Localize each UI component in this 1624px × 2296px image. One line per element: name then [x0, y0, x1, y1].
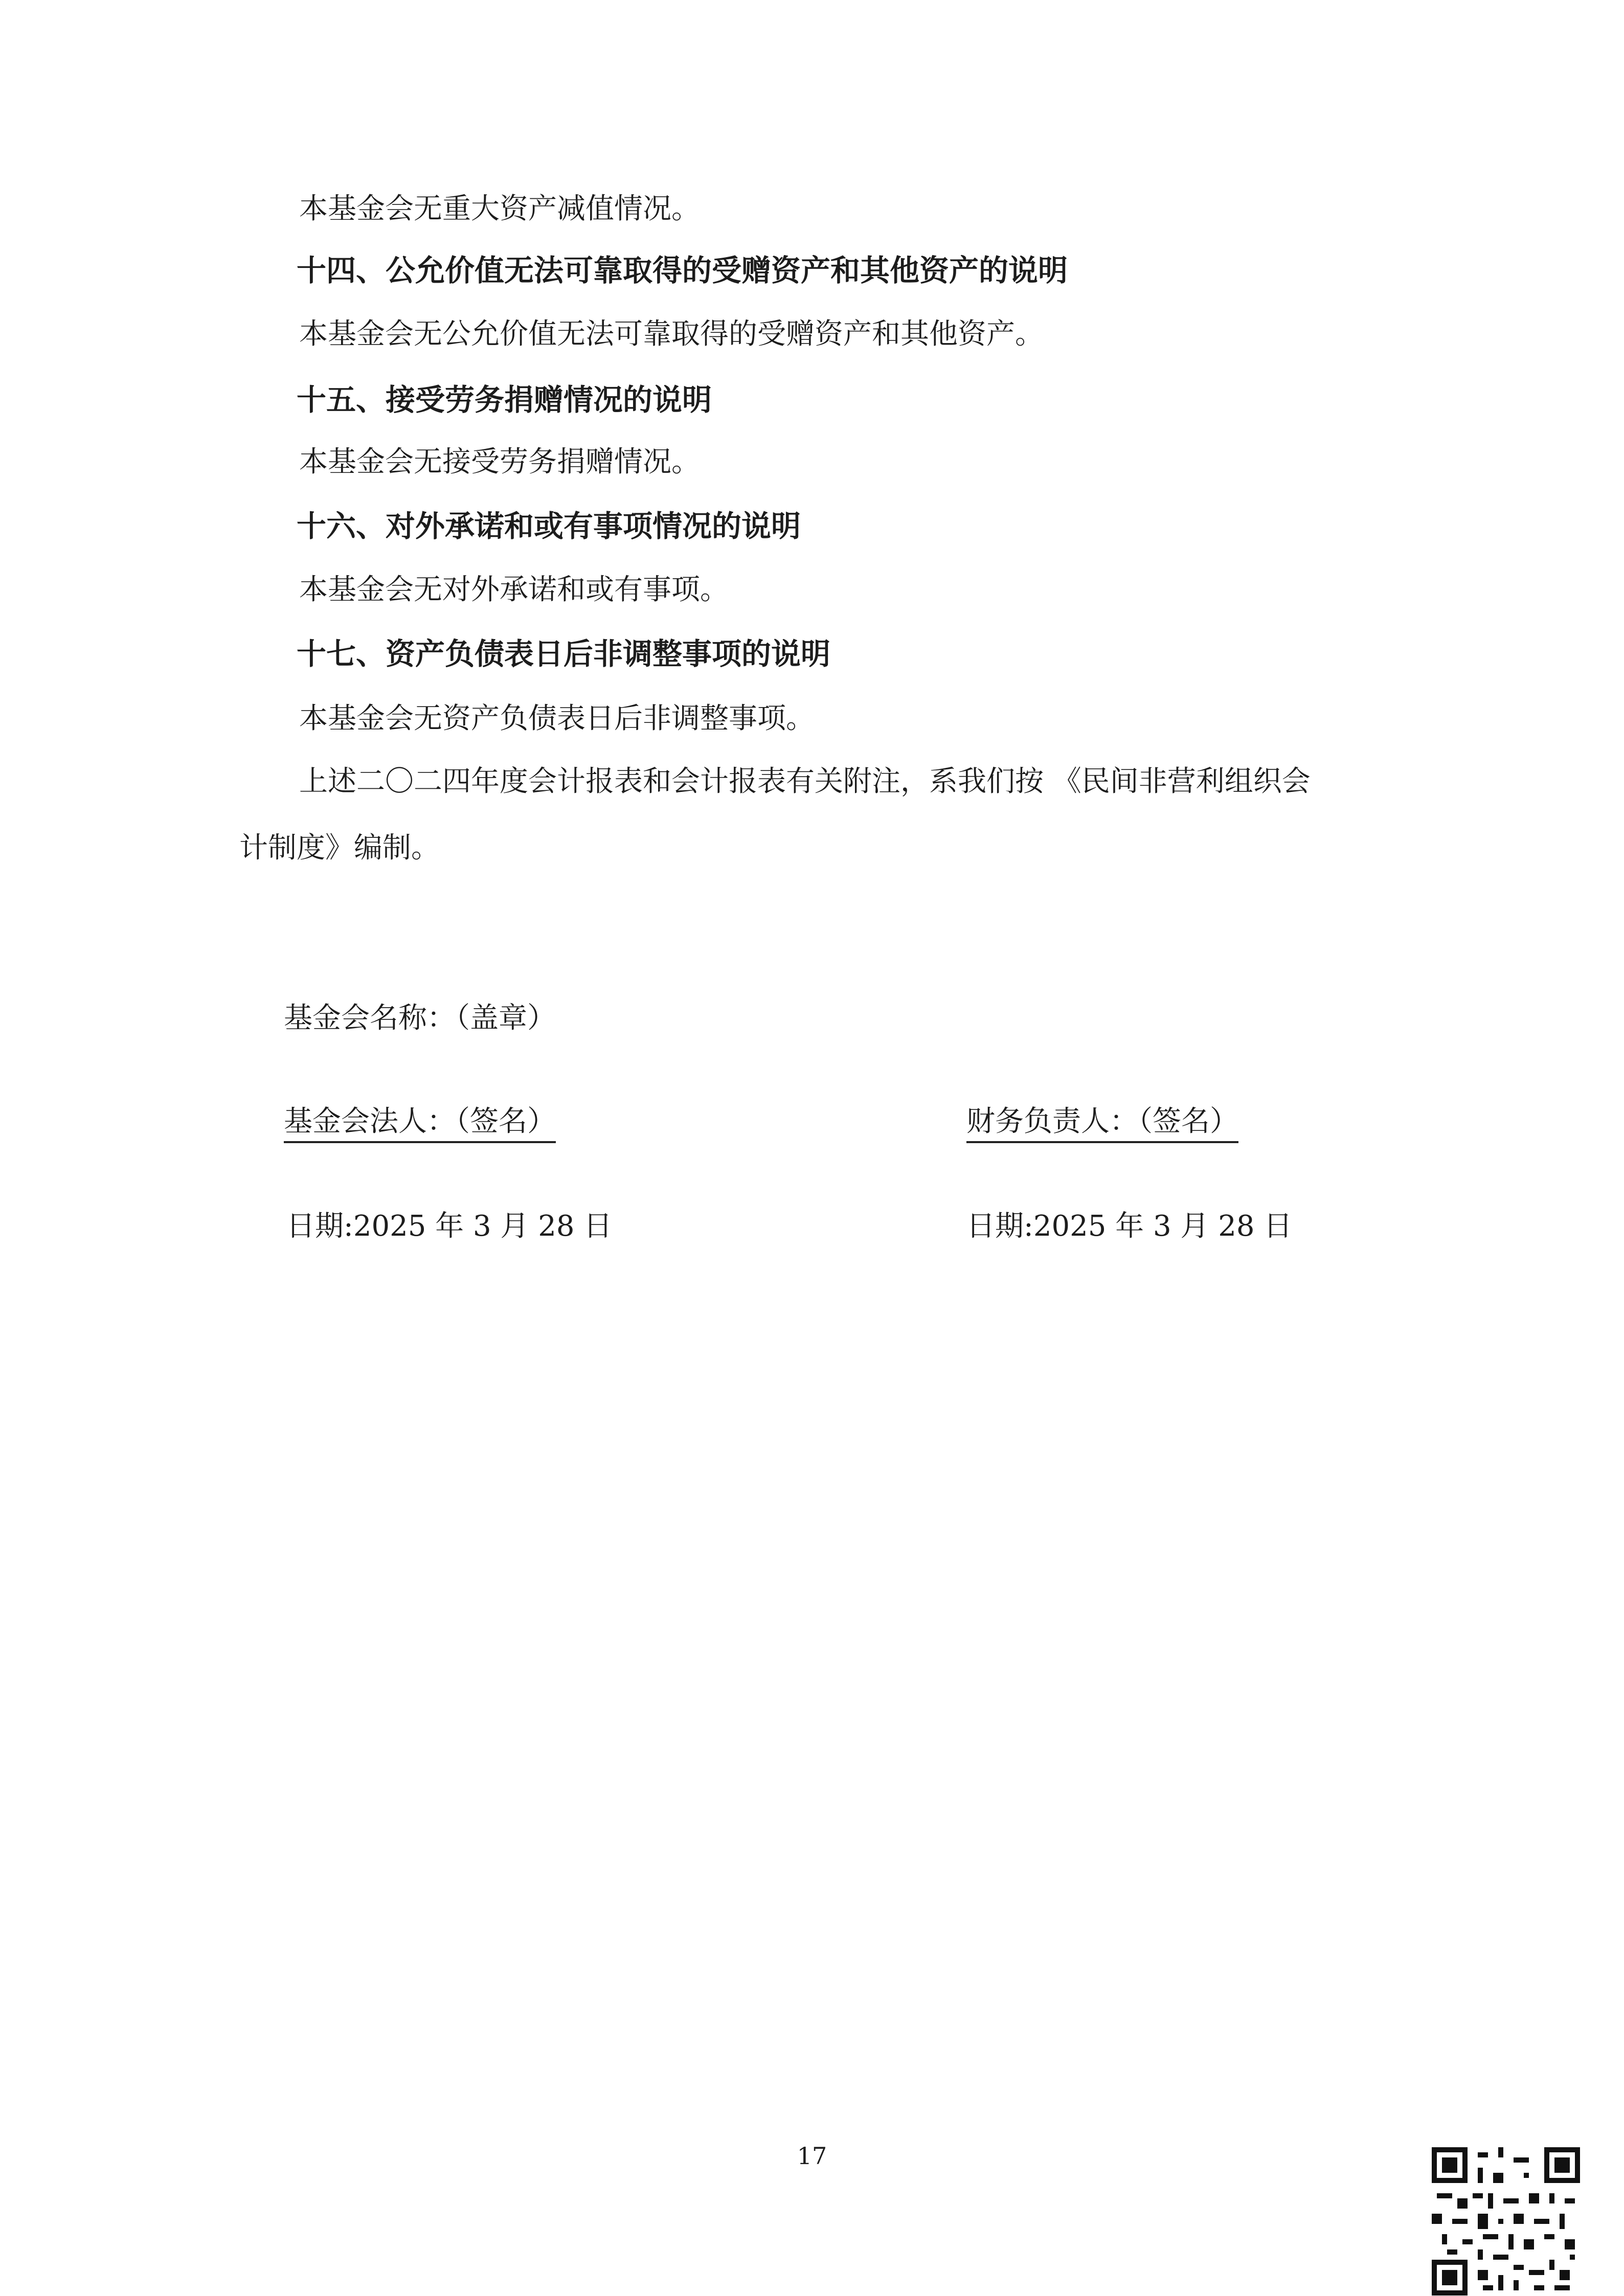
page-number: 17	[797, 2142, 827, 2170]
heading-section-16: 十六、对外承诺和或有事项情况的说明	[297, 509, 801, 543]
date-left: 日期:2025 年 3 月 28 日	[286, 1210, 613, 1243]
organization-seal-label: 基金会名称：（盖章）	[284, 1002, 556, 1035]
qr-code-icon	[1432, 2147, 1580, 2295]
finance-head-block	[966, 1104, 1238, 1139]
heading-section-17: 十七、资产负债表日后非调整事项的说明	[297, 636, 831, 671]
heading-section-15: 十五、接受劳务捐赠情况的说明	[297, 382, 712, 417]
paragraph-donated-assets: 本基金会无公允价值无法可靠取得的受赠资产和其他资产。	[299, 317, 1044, 351]
legal-person-signature-label: 基金会法人：（签名）	[284, 1105, 556, 1143]
legal-person-block	[284, 1104, 556, 1139]
paragraph-commitments: 本基金会无对外承诺和或有事项。	[299, 573, 729, 606]
date-right: 日期:2025 年 3 月 28 日	[966, 1210, 1293, 1243]
paragraph-labor-donation: 本基金会无接受劳务捐赠情况。	[299, 445, 700, 479]
finance-head-signature-label: 财务负责人：（签名）	[966, 1105, 1238, 1143]
heading-section-14: 十四、公允价值无法可靠取得的受赠资产和其他资产的说明	[297, 253, 1068, 288]
closing-statement-line1: 上述二〇二四年度会计报表和会计报表有关附注，系我们按 《民间非营利组织会	[299, 765, 1311, 798]
paragraph-asset-impairment: 本基金会无重大资产减值情况。	[299, 192, 700, 225]
closing-statement-line2: 计制度》编制。	[239, 831, 440, 865]
paragraph-subsequent-events: 本基金会无资产负债表日后非调整事项。	[299, 702, 815, 735]
